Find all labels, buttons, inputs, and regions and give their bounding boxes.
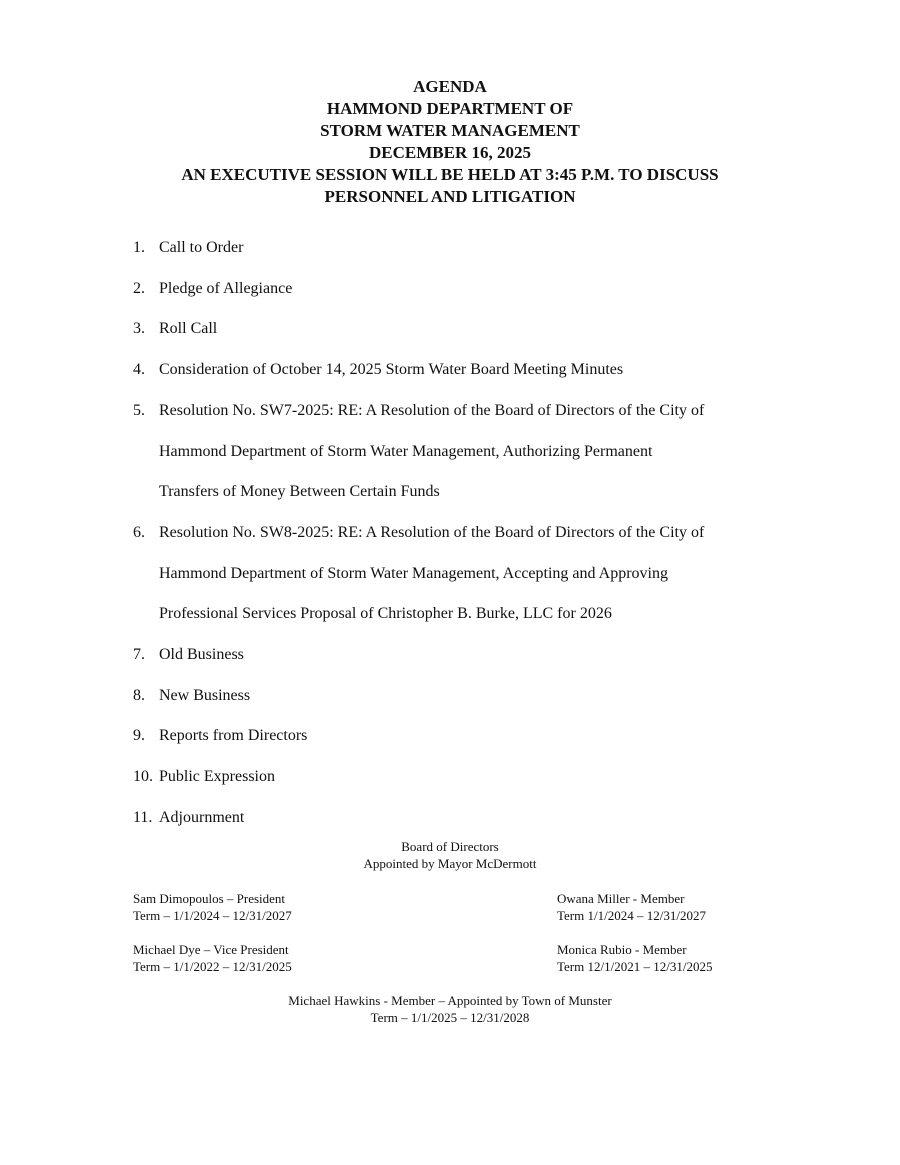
board-title: Board of Directors (401, 839, 499, 854)
header-department: HAMMOND DEPARTMENT OF (326, 99, 574, 118)
member-term: Term – 1/1/2022 – 12/31/2025 (133, 959, 292, 974)
agenda-item-adjournment (133, 798, 793, 839)
item-text-line: Resolution No. SW7-2025: RE: A Resolution of the Board of Directors of the City of (159, 401, 705, 419)
agenda-item-resolution-sw7 (133, 391, 793, 513)
member-term: Term – 1/1/2025 – 12/31/2028 (370, 1010, 530, 1025)
item-text: Pledge of Allegiance (159, 279, 293, 297)
item-text-line: Resolution No. SW8-2025: RE: A Resolution of the Board of Directors of the City of (159, 523, 705, 541)
board-members-left (133, 890, 292, 992)
item-text-line: Transfers of Money Between Certain Funds (159, 483, 440, 501)
item-number: 2. (133, 279, 145, 297)
board-member (133, 941, 292, 975)
board-members-right (557, 890, 712, 992)
header-executive-session: AN EXECUTIVE SESSION WILL BE HELD AT 3:45 P.M. TO DISCUSS (181, 165, 719, 184)
member-name: Monica Rubio - Member (557, 942, 687, 957)
board-member (557, 941, 712, 975)
item-number: 10. (133, 768, 153, 786)
item-text: Public Expression (159, 768, 275, 786)
agenda-item-old-business (133, 635, 793, 676)
board-member (133, 890, 292, 924)
item-text: Adjournment (159, 808, 245, 826)
board-member-munster (0, 992, 900, 1026)
item-number: 5. (133, 401, 145, 419)
member-term: Term – 1/1/2024 – 12/31/2027 (133, 908, 292, 923)
agenda-item-roll-call (133, 309, 793, 350)
agenda-item-public-expression (133, 757, 793, 798)
board-subtitle: Appointed by Mayor McDermott (363, 856, 537, 871)
item-text-line: Hammond Department of Storm Water Management, Authorizing Permanent (159, 442, 653, 460)
item-text-line: Hammond Department of Storm Water Management, Accepting and Approving (159, 564, 668, 582)
item-text: New Business (159, 686, 251, 704)
item-number: 7. (133, 646, 145, 664)
member-term: Term 12/1/2021 – 12/31/2025 (557, 959, 713, 974)
member-name: Owana Miller - Member (557, 891, 685, 906)
member-name: Michael Dye – Vice President (133, 942, 289, 957)
item-number: 8. (133, 686, 145, 704)
item-number: 9. (133, 727, 145, 745)
agenda-item-call-to-order (133, 228, 793, 269)
board-members (0, 890, 900, 992)
member-name: Sam Dimopoulos – President (133, 891, 286, 906)
item-text-line: Professional Services Proposal of Christopher B. Burke, LLC for 2026 (159, 605, 612, 623)
header-executive-session-topics: PERSONNEL AND LITIGATION (324, 187, 576, 206)
agenda-list (133, 228, 793, 839)
agenda-item-pledge (133, 269, 793, 310)
board-member (557, 890, 712, 924)
item-text: Old Business (159, 646, 244, 664)
header-division: STORM WATER MANAGEMENT (320, 121, 580, 140)
item-number: 1. (133, 239, 145, 256)
item-number: 11. (133, 808, 153, 826)
item-number: 4. (133, 361, 145, 379)
board-of-directors (0, 838, 900, 1026)
agenda-item-new-business (133, 676, 793, 717)
item-text: Roll Call (159, 320, 218, 338)
agenda-header (0, 76, 900, 208)
member-term: Term 1/1/2024 – 12/31/2027 (557, 908, 706, 923)
item-text: Call to Order (159, 239, 244, 256)
item-text: Reports from Directors (159, 727, 308, 745)
item-text: Consideration of October 14, 2025 Storm Water Board Meeting Minutes (159, 361, 624, 379)
agenda-item-minutes (133, 350, 793, 391)
member-name: Michael Hawkins - Member – Appointed by Town of Munster (288, 993, 612, 1008)
item-number: 3. (133, 320, 145, 338)
header-date: DECEMBER 16, 2025 (369, 143, 531, 162)
agenda-item-reports (133, 716, 793, 757)
item-number: 6. (133, 523, 145, 541)
agenda-item-resolution-sw8 (133, 513, 793, 635)
header-title: AGENDA (413, 77, 487, 96)
